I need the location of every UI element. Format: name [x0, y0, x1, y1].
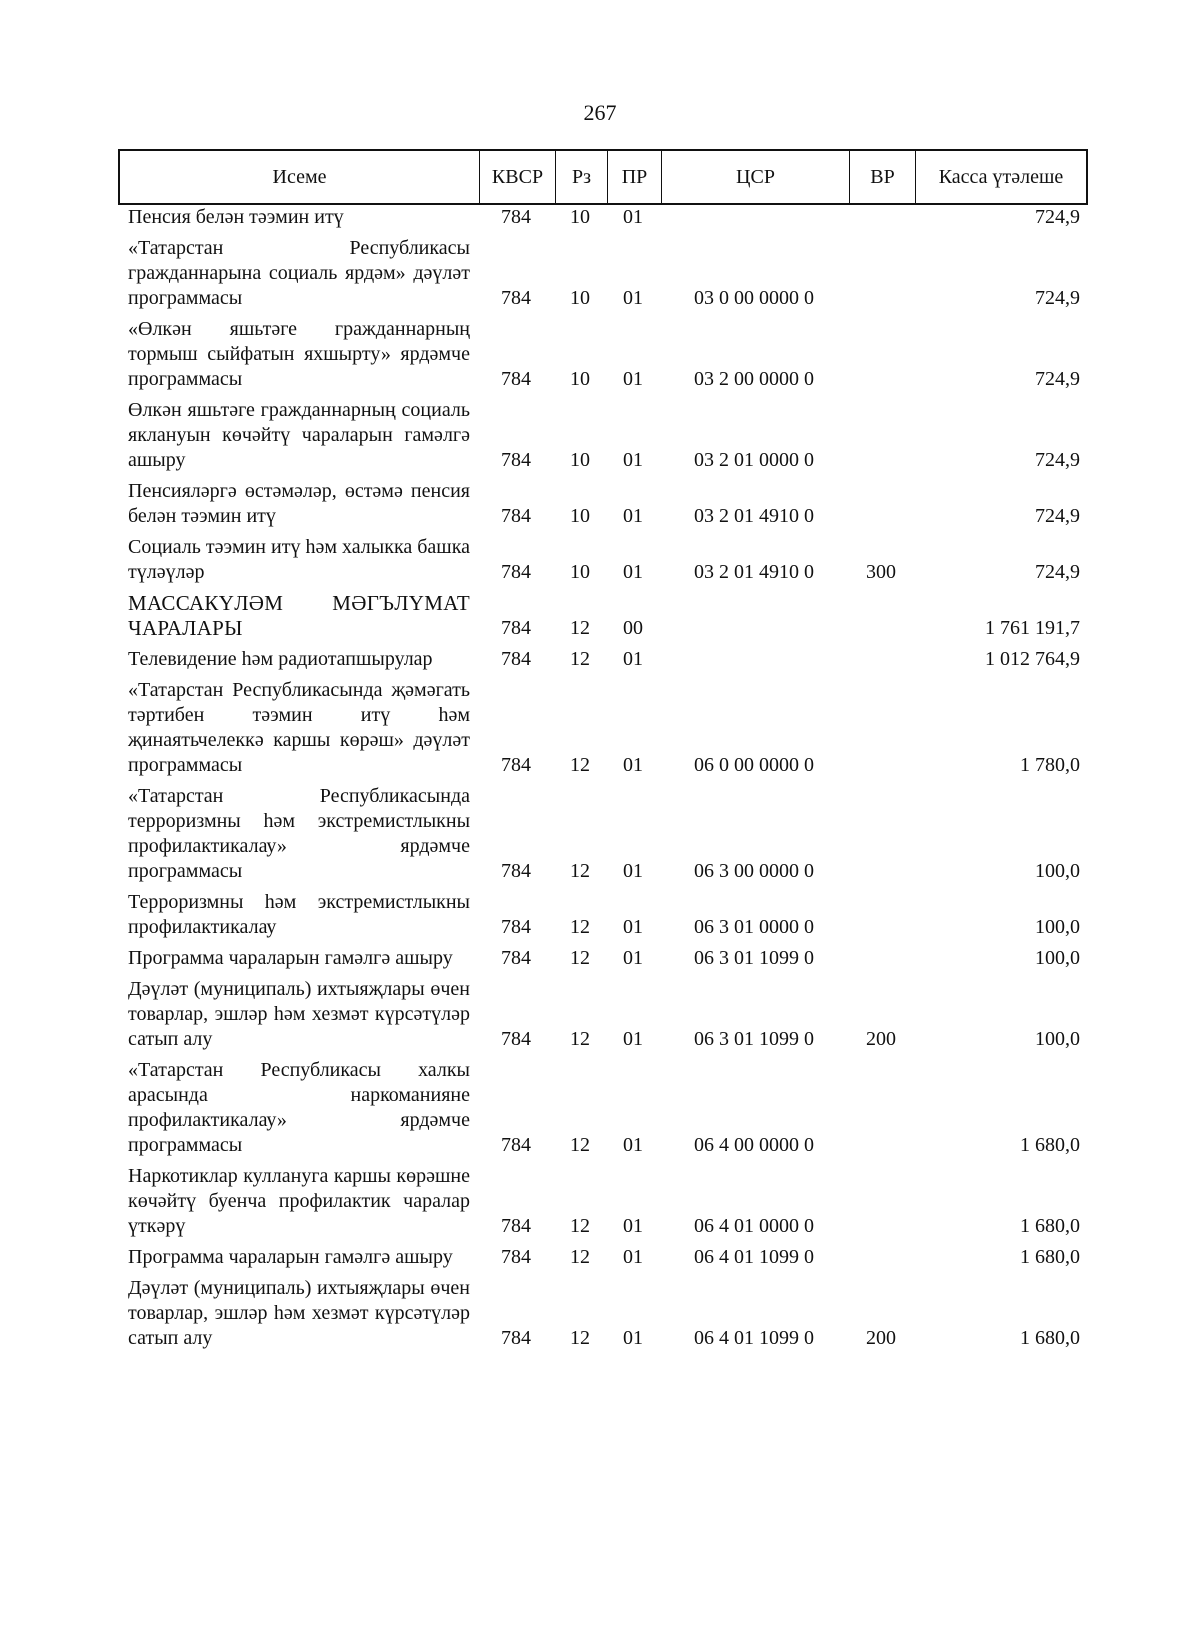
row-kvsr: 784: [501, 617, 531, 639]
row-rz: 10: [570, 449, 590, 471]
row-csr: 06 3 01 0000 0: [694, 916, 814, 938]
row-kvsr: 784: [501, 1327, 531, 1349]
row-csr: 06 4 01 0000 0: [694, 1215, 814, 1237]
row-rz: 10: [570, 561, 590, 583]
row-name: «Татарстан Республикасында җәмәгать тәртибен тәэмин итү һәм җинаятьчелеккә каршы көрәш» дәүләт программасы: [128, 679, 470, 776]
row-name: «Татарстан Республикасында терроризмны һәм экстремистлыкны профилактикалау» ярдәмче программасы: [128, 785, 470, 882]
row-name: Дәүләт (муниципаль) ихтыяҗлары өчен товарлар, эшләр һәм хезмәт күрсәтүләр сатып алу: [128, 978, 470, 1050]
row-kvsr: 784: [501, 754, 531, 776]
row-kvsr: 784: [501, 916, 531, 938]
row-pr: 01: [623, 449, 643, 471]
row-csr: 06 3 01 1099 0: [694, 947, 814, 969]
row-sum: 100,0: [1035, 1028, 1080, 1050]
table-row: [118, 535, 1088, 585]
row-pr: 01: [623, 1028, 643, 1050]
row-sum: 1 680,0: [1020, 1246, 1080, 1268]
row-kvsr: 784: [501, 505, 531, 527]
row-name: Терроризмны һәм экстремистлыкны профилактикалау: [128, 891, 470, 938]
header-kassa: Касса үтәлеше: [938, 166, 1064, 188]
row-name: «Өлкән яшьтәге гражданнарның тормыш сыйфатын яхшырту» ярдәмче программасы: [128, 318, 470, 390]
row-pr: 01: [623, 505, 643, 527]
row-rz: 12: [570, 1246, 590, 1268]
row-kvsr: 784: [501, 947, 531, 969]
row-vr: 200: [866, 1028, 896, 1050]
header-kvsr: КВСР: [480, 151, 556, 203]
row-csr: 06 4 01 1099 0: [694, 1246, 814, 1268]
row-sum: 724,9: [1035, 368, 1080, 390]
row-kvsr: 784: [501, 1246, 531, 1268]
table-row: [118, 977, 1088, 1052]
row-sum: 724,9: [1035, 561, 1080, 583]
row-rz: 12: [570, 617, 590, 639]
row-rz: 10: [570, 287, 590, 309]
row-pr: 01: [623, 916, 643, 938]
row-kvsr: 784: [501, 860, 531, 882]
row-name: Социаль тәэмин итү һәм халыкка башка түләүләр: [128, 536, 470, 583]
row-rz: 12: [570, 916, 590, 938]
row-csr: 06 3 00 0000 0: [694, 860, 814, 882]
row-sum: 1 780,0: [1020, 754, 1080, 776]
row-sum: 724,9: [1035, 206, 1080, 228]
row-rz: 12: [570, 1215, 590, 1237]
row-rz: 12: [570, 1028, 590, 1050]
table-row: [118, 398, 1088, 473]
row-csr: 06 4 01 1099 0: [694, 1327, 814, 1349]
row-pr: 01: [623, 648, 643, 670]
table-row: [118, 678, 1088, 778]
row-rz: 10: [570, 368, 590, 390]
row-csr: 03 2 01 0000 0: [694, 449, 814, 471]
row-name: МАССАКҮЛӘМ МӘГЪЛҮМАТ ЧАРАЛАРЫ: [128, 591, 470, 640]
row-sum: 724,9: [1035, 449, 1080, 471]
row-rz: 12: [570, 947, 590, 969]
row-sum: 1 680,0: [1020, 1134, 1080, 1156]
table-row: [118, 946, 1088, 971]
row-rz: 10: [570, 206, 590, 228]
row-csr: 06 3 01 1099 0: [694, 1028, 814, 1050]
row-rz: 12: [570, 1327, 590, 1349]
row-sum: 724,9: [1035, 287, 1080, 309]
row-name: Пенсияләргә өстәмәләр, өстәмә пенсия белән тәэмин итү: [128, 480, 470, 527]
row-sum: 100,0: [1035, 916, 1080, 938]
row-pr: 00: [623, 617, 643, 639]
table-row: [118, 890, 1088, 940]
row-kvsr: 784: [501, 206, 531, 228]
row-pr: 01: [623, 1246, 643, 1268]
header-csr: ЦСР: [662, 151, 850, 203]
row-kvsr: 784: [501, 368, 531, 390]
row-name: Наркотиклар куллануга каршы көрәшне көчәйтү буенча профилактик чаралар үткәрү: [128, 1165, 470, 1237]
row-rz: 12: [570, 1134, 590, 1156]
row-sum: 100,0: [1035, 947, 1080, 969]
row-kvsr: 784: [501, 561, 531, 583]
table-header: [118, 149, 1088, 205]
row-name: Программа чараларын гамәлгә ашыру: [128, 947, 453, 969]
row-kvsr: 784: [501, 1134, 531, 1156]
table-row: [118, 1245, 1088, 1270]
row-pr: 01: [623, 1134, 643, 1156]
table-row: [118, 591, 1088, 641]
header-name: Исеме: [120, 151, 480, 203]
row-sum: 1 012 764,9: [985, 648, 1080, 670]
row-sum: 1 680,0: [1020, 1215, 1080, 1237]
row-name: «Татарстан Республикасы гражданнарына социаль ярдәм» дәүләт программасы: [128, 237, 470, 309]
row-vr: 300: [866, 561, 896, 583]
budget-table-body: [118, 205, 1088, 1351]
row-pr: 01: [623, 561, 643, 583]
header-vr: ВР: [850, 151, 916, 203]
row-pr: 01: [623, 947, 643, 969]
row-sum: 100,0: [1035, 860, 1080, 882]
row-name: Пенсия белән тәэмин итү: [128, 206, 344, 228]
row-pr: 01: [623, 368, 643, 390]
row-kvsr: 784: [501, 648, 531, 670]
row-name: «Татарстан Республикасы халкы арасында наркоманияне профилактикалау» ярдәмче программасы: [128, 1059, 470, 1156]
row-rz: 12: [570, 648, 590, 670]
row-name: Дәүләт (муниципаль) ихтыяҗлары өчен товарлар, эшләр һәм хезмәт күрсәтүләр сатып алу: [128, 1277, 470, 1349]
row-kvsr: 784: [501, 449, 531, 471]
row-csr: 03 0 00 0000 0: [694, 287, 814, 309]
row-vr: 200: [866, 1327, 896, 1349]
table-row: [118, 784, 1088, 884]
row-pr: 01: [623, 754, 643, 776]
table-row: [118, 317, 1088, 392]
table-row: [118, 1276, 1088, 1351]
row-kvsr: 784: [501, 287, 531, 309]
row-sum: 724,9: [1035, 505, 1080, 527]
row-rz: 12: [570, 860, 590, 882]
row-pr: 01: [623, 206, 643, 228]
row-pr: 01: [623, 860, 643, 882]
row-pr: 01: [623, 1215, 643, 1237]
header-rz: Рз: [556, 151, 608, 203]
row-csr: 03 2 01 4910 0: [694, 561, 814, 583]
row-kvsr: 784: [501, 1215, 531, 1237]
table-row: [118, 1058, 1088, 1158]
row-sum: 1 761 191,7: [985, 617, 1080, 639]
header-pr: ПР: [608, 151, 662, 203]
table-row: [118, 1164, 1088, 1239]
table-row: [118, 647, 1088, 672]
table-row: [118, 479, 1088, 529]
table-row: [118, 205, 1088, 230]
row-csr: 03 2 01 4910 0: [694, 505, 814, 527]
page-number: 267: [583, 100, 617, 125]
row-name: Программа чараларын гамәлгә ашыру: [128, 1246, 453, 1268]
table-row: [118, 236, 1088, 311]
row-rz: 10: [570, 505, 590, 527]
row-pr: 01: [623, 287, 643, 309]
row-csr: 03 2 00 0000 0: [694, 368, 814, 390]
row-pr: 01: [623, 1327, 643, 1349]
row-name: Телевидение һәм радиотапшырулар: [128, 648, 433, 670]
row-sum: 1 680,0: [1020, 1327, 1080, 1349]
row-kvsr: 784: [501, 1028, 531, 1050]
row-name: Өлкән яшьтәге гражданнарның социаль яклануын көчәйтү чараларын гамәлгә ашыру: [128, 399, 470, 471]
row-rz: 12: [570, 754, 590, 776]
row-csr: 06 0 00 0000 0: [694, 754, 814, 776]
row-csr: 06 4 00 0000 0: [694, 1134, 814, 1156]
